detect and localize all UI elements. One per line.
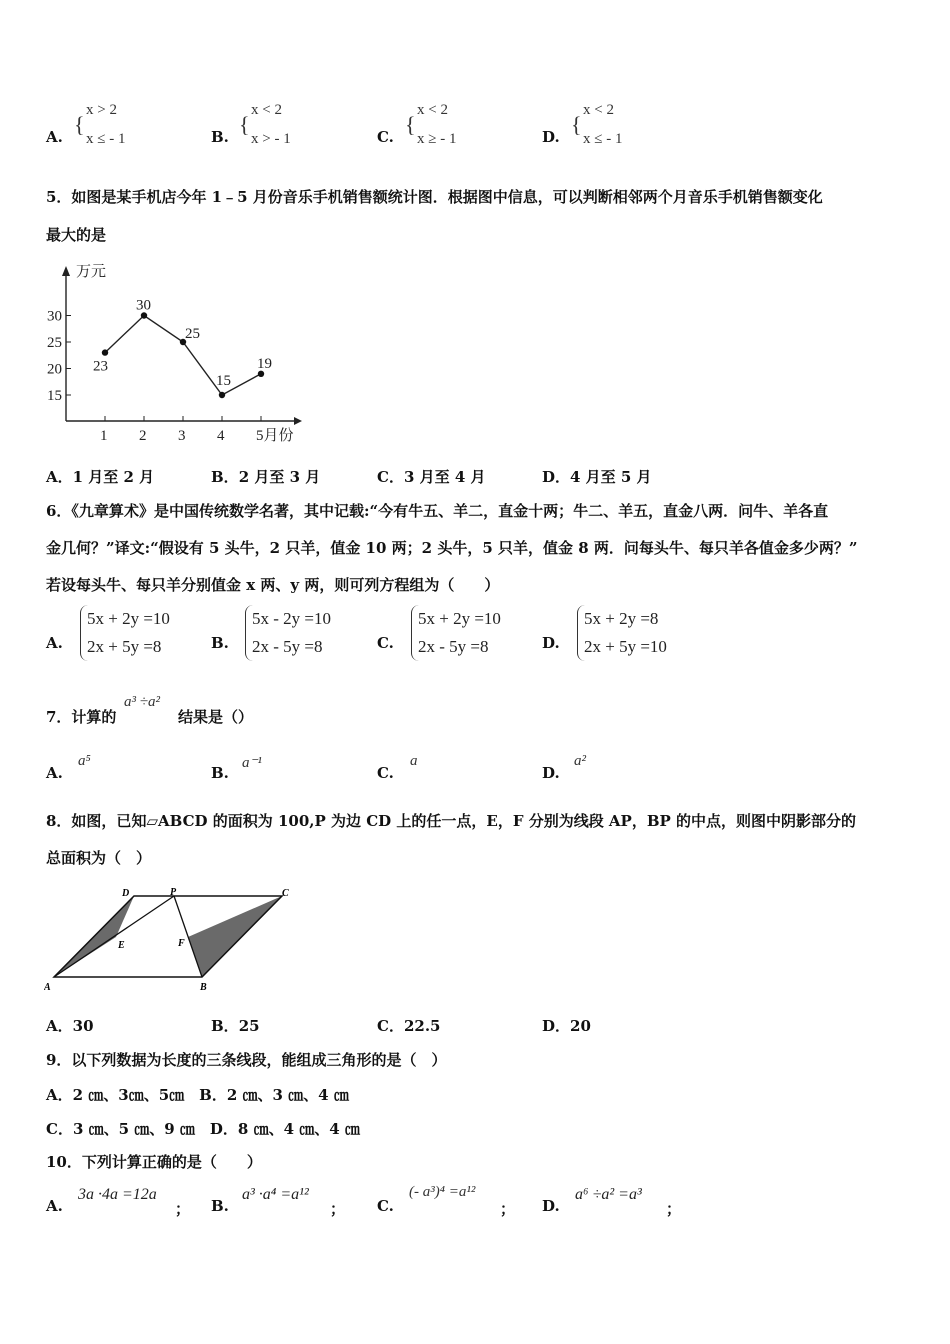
q6-option-d-eq1: 5x + 2y =8 [584, 609, 659, 628]
q6-option-d-system [577, 605, 667, 661]
q5-option-d-letter: D． [542, 468, 571, 486]
q6-option-b-letter: B. [211, 634, 229, 652]
q8-option-d [542, 1015, 591, 1036]
q8-option-a-text: 30 [72, 1017, 94, 1035]
q7-stem-suffix: 结果是（） [178, 708, 254, 726]
q7-option-b-text: a⁻¹ [242, 755, 262, 771]
q4-option-c-line1: x < 2 [417, 102, 448, 118]
q5-option-b-text: 2 月至 3 月 [238, 468, 321, 486]
y-axis-label: 万元 [76, 263, 107, 280]
brace-icon: { [571, 112, 582, 137]
q6-option-d-eq2: 2x + 5y =10 [584, 637, 667, 656]
brace-icon: { [74, 112, 85, 137]
label-p: P [170, 887, 177, 898]
q4-option-d-line2: x ≤ - 1 [583, 131, 623, 147]
q4-option-a-line1: x > 2 [86, 102, 117, 118]
q6-option-a-eq2: 2x + 5y =8 [87, 637, 162, 656]
shaded-triangle-right [188, 896, 282, 977]
x-tick-label: 3 [178, 428, 186, 444]
q7-option-d-text: a² [574, 753, 586, 769]
q7-stem-prefix: 7．计算的 [46, 708, 117, 726]
q6-option-c-system [411, 605, 501, 661]
q6-option-c-letter: C. [377, 634, 394, 652]
q7-option-c-text: a [410, 753, 418, 769]
data-point [219, 392, 225, 398]
q8-option-d-text: 20 [570, 1017, 591, 1035]
q10-option-b-end: ； [330, 1200, 346, 1218]
label-d: D [122, 888, 130, 899]
q5-line-chart [36, 258, 306, 448]
q8-stem-line2: 总面积为（ ） [46, 849, 152, 867]
q8-option-a [46, 1015, 94, 1036]
q4-option-d-letter: D. [542, 128, 560, 146]
y-tick-label: 20 [47, 361, 62, 378]
q5-option-c-letter: C． [377, 468, 404, 486]
q5-option-b [211, 466, 320, 487]
q10-option-d-letter: D. [542, 1197, 560, 1215]
y-tick-label: 15 [47, 388, 62, 404]
label-e: E [118, 940, 125, 951]
q5-option-d [542, 466, 652, 487]
q5-stem-line2: 最大的是 [46, 226, 107, 244]
data-label: 19 [257, 355, 272, 372]
q8-parallelogram-figure [44, 884, 304, 994]
q4-option-d-line1: x < 2 [583, 102, 614, 118]
q8-option-c-text: 22.5 [403, 1017, 441, 1035]
q9-options-row2: C．3 ㎝、5 ㎝、9 ㎝ D．8 ㎝、4 ㎝、4 ㎝ [46, 1120, 360, 1138]
x-tick-label: 2 [139, 428, 147, 444]
q8-option-c-letter: C． [377, 1017, 404, 1035]
q9-stem: 9．以下列数据为长度的三条线段，能组成三角形的是（ ） [46, 1051, 447, 1069]
q6-option-c-eq1: 5x + 2y =10 [418, 609, 501, 628]
q6-option-a-letter: A. [46, 634, 63, 652]
data-label: 25 [185, 326, 200, 342]
label-f: F [178, 938, 185, 949]
q4-option-b-letter: B. [211, 128, 229, 146]
parallelogram-outline [54, 896, 282, 977]
q7-option-b-letter: B. [211, 764, 229, 782]
q6-option-a-system [80, 605, 170, 661]
q5-option-a [46, 466, 154, 487]
q8-option-c [377, 1015, 441, 1036]
q10-stem: 10．下列计算正确的是（ ） [46, 1153, 262, 1171]
q10-option-c-letter: C. [377, 1197, 394, 1215]
q4-option-b-line2: x > - 1 [251, 131, 291, 147]
q6-stem-line2: 金几何？”译文:“假设有 5 头牛，2 只羊，值金 10 两；2 头牛，5 只羊，值金 8 两．问每头牛、每只羊各值金多少两？” [46, 539, 858, 557]
q10-option-a-text: 3a ·4a =12a [78, 1186, 157, 1203]
q8-stem-line1: 8．如图，已知▱ABCD 的面积为 100,P 为边 CD 上的任一点，E，F 分别为线段 AP，BP 的中点，则图中阴影部分的 [46, 812, 857, 830]
q6-stem-line1: 6．《九章算术》是中国传统数学名著，其中记载:“今有牛五、羊二，直金十两；牛二、羊五，直金八两．问牛、羊各直 [46, 502, 829, 520]
y-axis-arrow-icon [62, 266, 70, 276]
segment-ap [54, 896, 174, 977]
data-label: 23 [93, 358, 108, 375]
q7-option-d-letter: D. [542, 764, 560, 782]
y-tick-label: 30 [47, 308, 62, 325]
brace-icon: { [405, 112, 416, 137]
series-line [105, 316, 261, 396]
q5-option-c-text: 3 月至 4 月 [403, 468, 486, 486]
q6-option-a-eq1: 5x + 2y =10 [87, 609, 170, 628]
data-label: 30 [136, 297, 151, 314]
label-b: B [200, 982, 207, 993]
q6-stem-line3: 若设每头牛、每只羊分别值金 x 两、y 两，则可列方程组为（ ） [46, 576, 500, 594]
q7-option-a-text: a⁵ [78, 753, 91, 769]
q6-option-b-eq2: 2x - 5y =8 [252, 637, 323, 656]
q10-option-a-end: ； [175, 1200, 191, 1218]
q7-option-a-letter: A. [46, 764, 63, 782]
q5-option-b-letter: B． [211, 468, 239, 486]
q10-option-c-text: (- a³)⁴ =a¹² [409, 1184, 476, 1200]
y-tick-label: 25 [47, 335, 62, 351]
q8-option-b [211, 1015, 260, 1036]
x-tick-label: 4 [217, 428, 225, 444]
q4-option-c-line2: x ≥ - 1 [417, 131, 457, 147]
q8-option-b-letter: B． [211, 1017, 239, 1035]
q10-option-a-letter: A. [46, 1197, 63, 1215]
q4-option-a-letter: A. [46, 128, 63, 146]
q10-option-d-end: ； [666, 1200, 682, 1218]
q8-option-d-letter: D． [542, 1017, 571, 1035]
q5-option-a-letter: A． [46, 468, 73, 486]
q10-option-b-text: a³ ·a⁴ =a¹² [242, 1186, 309, 1203]
q6-option-c-eq2: 2x - 5y =8 [418, 637, 489, 656]
q6-option-b-system [245, 605, 331, 661]
q6-option-b-eq1: 5x - 2y =10 [252, 609, 331, 628]
q5-option-a-text: 1 月至 2 月 [72, 468, 155, 486]
x-axis-arrow-icon [294, 417, 302, 425]
q5-option-d-text: 4 月至 5 月 [570, 468, 652, 486]
q7-option-c-letter: C. [377, 764, 394, 782]
label-c: C [282, 888, 289, 899]
q8-option-a-letter: A． [46, 1017, 73, 1035]
q5-option-c [377, 466, 486, 487]
x-tick-label: 1 [100, 428, 108, 444]
q4-option-b-line1: x < 2 [251, 102, 282, 118]
brace-icon: { [239, 112, 250, 137]
data-label: 15 [216, 373, 231, 389]
label-a: A [44, 982, 51, 993]
q5-stem-line1: 5．如图是某手机店今年 1﹣5 月份音乐手机销售额统计图．根据图中信息，可以判断相邻两个月音乐手机销售额变化 [46, 188, 823, 206]
q7-expression: a³ ÷a² [124, 694, 160, 710]
q10-option-d-text: a⁶ ÷a² =a³ [575, 1186, 642, 1203]
x-tick-label: 5月份 [256, 428, 294, 444]
q6-option-d-letter: D. [542, 634, 560, 652]
q4-option-c-letter: C. [377, 128, 394, 146]
q10-option-c-end: ； [500, 1200, 516, 1218]
q9-options-row1: A．2 ㎝、3㎝、5㎝ B．2 ㎝、3 ㎝、4 ㎝ [46, 1086, 349, 1104]
q4-option-a-line2: x ≤ - 1 [86, 131, 126, 147]
q8-option-b-text: 25 [238, 1017, 260, 1035]
q10-option-b-letter: B. [211, 1197, 229, 1215]
data-point [102, 349, 108, 355]
